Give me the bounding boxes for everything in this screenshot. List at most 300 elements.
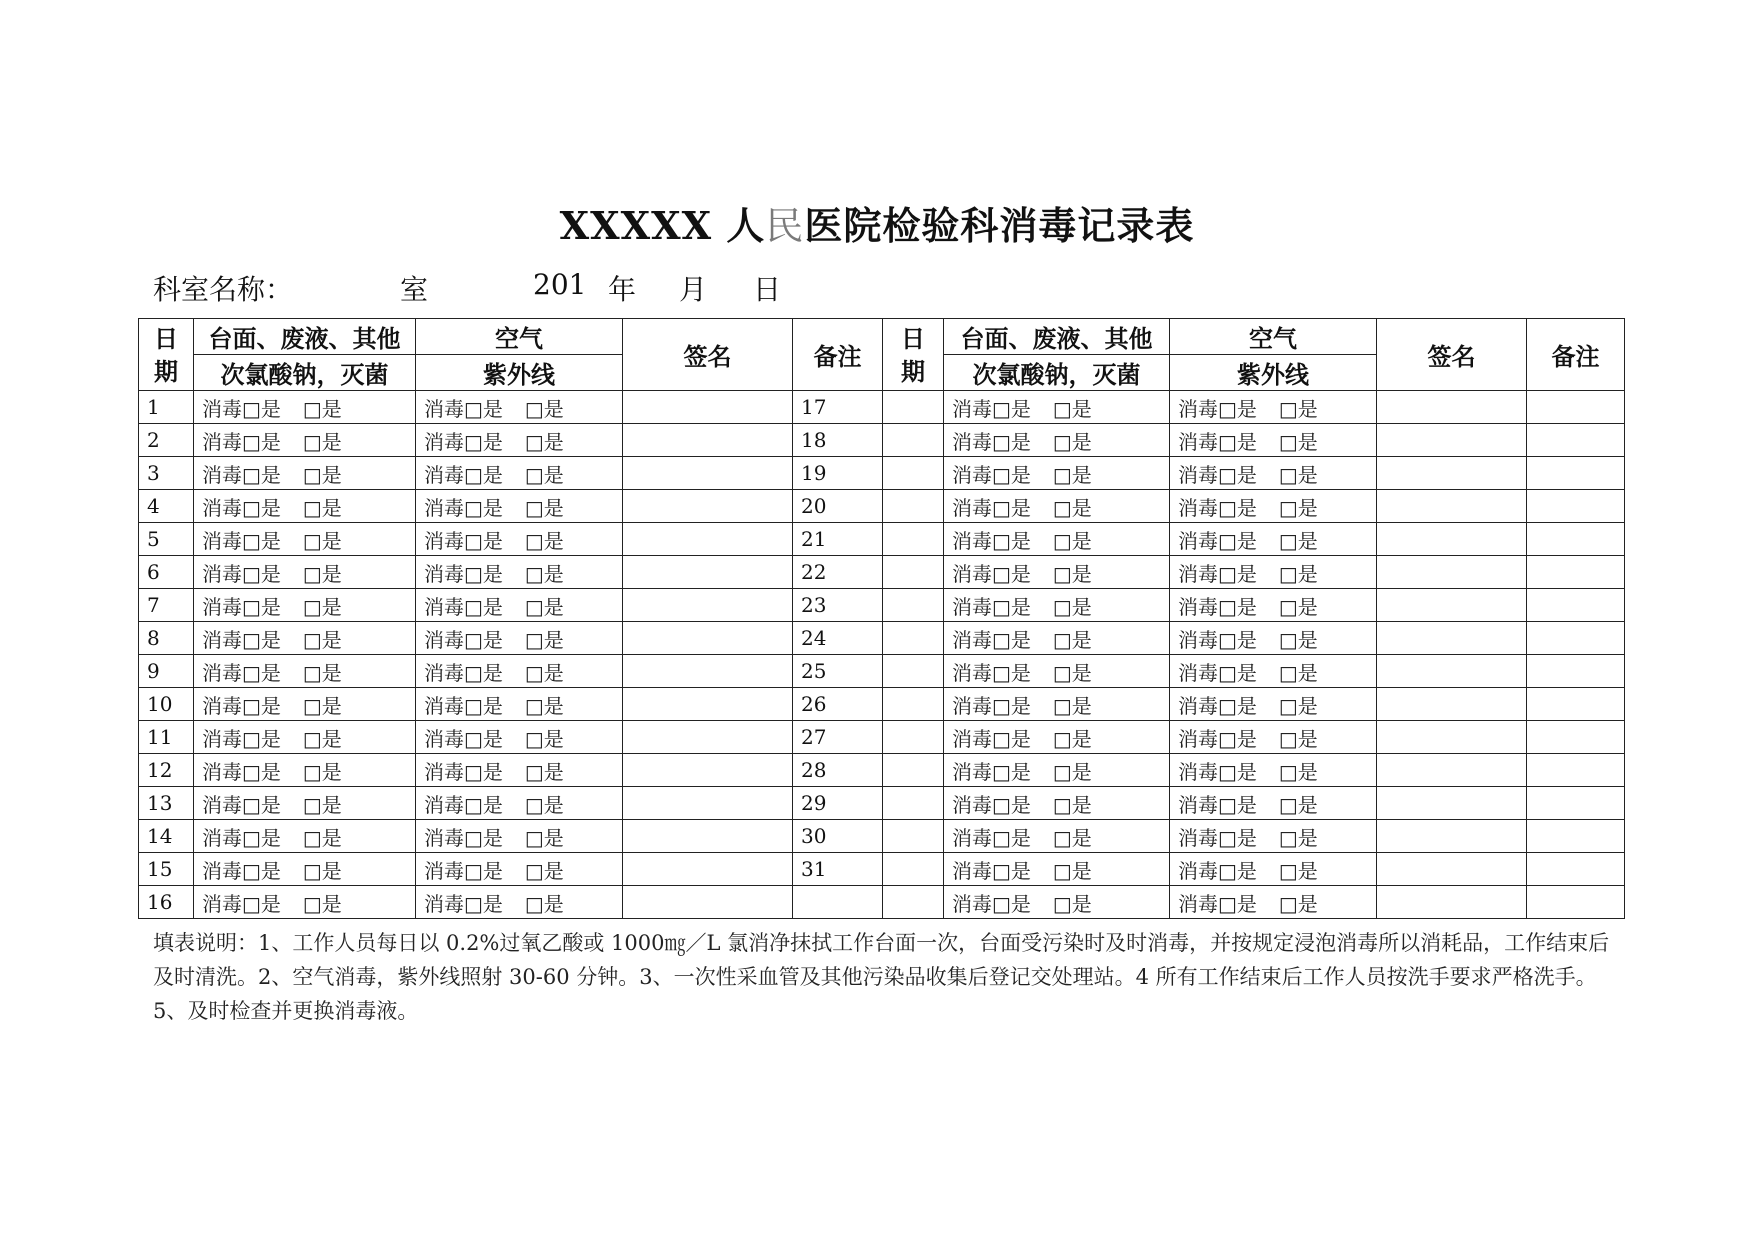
air-cell-left[interactable] bbox=[416, 754, 623, 787]
yes-checkbox[interactable]: □是 bbox=[302, 594, 342, 619]
note-cell-right[interactable] bbox=[1527, 589, 1625, 622]
day-number-right: 19 bbox=[793, 457, 883, 490]
surface-cell-left[interactable] bbox=[194, 622, 416, 655]
yes-checkbox[interactable]: □是 bbox=[1278, 396, 1318, 421]
note-cell-right[interactable] bbox=[1527, 721, 1625, 754]
yes-checkbox[interactable]: □是 bbox=[1052, 792, 1092, 817]
table-row bbox=[139, 688, 1625, 721]
note-cell-left[interactable] bbox=[883, 820, 944, 853]
air-cell-left[interactable] bbox=[416, 490, 623, 523]
yes-checkbox[interactable]: □是 bbox=[1278, 825, 1318, 850]
air-subheader-right: 紫外线 bbox=[1170, 355, 1377, 391]
yes-checkbox[interactable]: □是 bbox=[1278, 528, 1318, 553]
note-cell-left[interactable] bbox=[883, 853, 944, 886]
day-number-left: 2 bbox=[139, 424, 194, 457]
surface-cell-right[interactable] bbox=[944, 787, 1170, 820]
note-cell-right[interactable] bbox=[1527, 886, 1625, 919]
yes-checkbox[interactable]: □是 bbox=[302, 759, 342, 784]
yes-checkbox[interactable]: □是 bbox=[1278, 462, 1318, 487]
sign-cell-left[interactable] bbox=[623, 754, 793, 787]
disinfect-yes-checkbox[interactable]: 消毒□是 bbox=[1178, 825, 1257, 850]
yes-checkbox[interactable]: □是 bbox=[302, 627, 342, 652]
sign-cell-right[interactable] bbox=[1377, 787, 1527, 820]
surface-cell-left[interactable] bbox=[194, 457, 416, 490]
sign-cell-right[interactable] bbox=[1377, 754, 1527, 787]
air-cell-left[interactable] bbox=[416, 556, 623, 589]
note-cell-left[interactable] bbox=[883, 721, 944, 754]
air-cell-left[interactable] bbox=[416, 886, 623, 919]
yes-checkbox[interactable]: □是 bbox=[524, 792, 564, 817]
yes-checkbox[interactable]: □是 bbox=[1278, 792, 1318, 817]
note-cell-right[interactable] bbox=[1527, 424, 1625, 457]
air-cell-right[interactable] bbox=[1170, 688, 1377, 721]
disinfect-yes-checkbox[interactable]: 消毒□是 bbox=[202, 396, 281, 421]
disinfect-yes-checkbox[interactable]: 消毒□是 bbox=[424, 660, 503, 685]
disinfect-yes-checkbox[interactable]: 消毒□是 bbox=[202, 495, 281, 520]
surface-cell-left[interactable] bbox=[194, 391, 416, 424]
table-row bbox=[139, 556, 1625, 589]
yes-checkbox[interactable]: □是 bbox=[302, 825, 342, 850]
day-number-right: 27 bbox=[793, 721, 883, 754]
air-cell-right[interactable] bbox=[1170, 589, 1377, 622]
disinfect-yes-checkbox[interactable]: 消毒□是 bbox=[424, 693, 503, 718]
disinfect-yes-checkbox[interactable]: 消毒□是 bbox=[424, 594, 503, 619]
disinfect-yes-checkbox[interactable]: 消毒□是 bbox=[202, 627, 281, 652]
surface-cell-right[interactable] bbox=[944, 622, 1170, 655]
yes-checkbox[interactable]: □是 bbox=[1278, 594, 1318, 619]
sign-cell-right[interactable] bbox=[1377, 424, 1527, 457]
note-cell-right[interactable] bbox=[1527, 787, 1625, 820]
yes-checkbox[interactable]: □是 bbox=[1052, 627, 1092, 652]
sign-cell-left[interactable] bbox=[623, 787, 793, 820]
disinfect-yes-checkbox[interactable]: 消毒□是 bbox=[1178, 495, 1257, 520]
disinfect-yes-checkbox[interactable]: 消毒□是 bbox=[1178, 528, 1257, 553]
disinfect-yes-checkbox[interactable]: 消毒□是 bbox=[952, 693, 1031, 718]
surface-cell-right[interactable] bbox=[944, 556, 1170, 589]
disinfect-yes-checkbox[interactable]: 消毒□是 bbox=[424, 462, 503, 487]
air-cell-right[interactable] bbox=[1170, 556, 1377, 589]
note-header-left: 备注 bbox=[793, 319, 883, 391]
yes-checkbox[interactable]: □是 bbox=[524, 429, 564, 454]
disinfect-yes-checkbox[interactable]: 消毒□是 bbox=[952, 792, 1031, 817]
sign-cell-right[interactable] bbox=[1377, 853, 1527, 886]
air-cell-left[interactable] bbox=[416, 787, 623, 820]
air-cell-right[interactable] bbox=[1170, 754, 1377, 787]
note-cell-left[interactable] bbox=[883, 490, 944, 523]
disinfect-yes-checkbox[interactable]: 消毒□是 bbox=[424, 825, 503, 850]
disinfect-yes-checkbox[interactable]: 消毒□是 bbox=[1178, 726, 1257, 751]
day-number-right: 17 bbox=[793, 391, 883, 424]
disinfect-yes-checkbox[interactable]: 消毒□是 bbox=[202, 792, 281, 817]
day-number-right: 25 bbox=[793, 655, 883, 688]
disinfect-yes-checkbox[interactable]: 消毒□是 bbox=[202, 660, 281, 685]
yes-checkbox[interactable]: □是 bbox=[302, 495, 342, 520]
yes-checkbox[interactable]: □是 bbox=[524, 858, 564, 883]
note-cell-right[interactable] bbox=[1527, 523, 1625, 556]
disinfect-yes-checkbox[interactable]: 消毒□是 bbox=[952, 495, 1031, 520]
day-number-left: 3 bbox=[139, 457, 194, 490]
note-cell-right[interactable] bbox=[1527, 688, 1625, 721]
yes-checkbox[interactable]: □是 bbox=[302, 858, 342, 883]
disinfect-yes-checkbox[interactable]: 消毒□是 bbox=[202, 825, 281, 850]
table-row bbox=[139, 523, 1625, 556]
yes-checkbox[interactable]: □是 bbox=[1278, 627, 1318, 652]
yes-checkbox[interactable]: □是 bbox=[1052, 858, 1092, 883]
day-number-right: 29 bbox=[793, 787, 883, 820]
disinfect-yes-checkbox[interactable]: 消毒□是 bbox=[952, 891, 1031, 916]
yes-checkbox[interactable]: □是 bbox=[524, 726, 564, 751]
yes-checkbox[interactable]: □是 bbox=[1052, 561, 1092, 586]
day-number-left: 5 bbox=[139, 523, 194, 556]
day-number-right: 26 bbox=[793, 688, 883, 721]
date-header-right bbox=[883, 319, 944, 391]
note-cell-left[interactable] bbox=[883, 391, 944, 424]
air-cell-left[interactable] bbox=[416, 457, 623, 490]
disinfect-yes-checkbox[interactable]: 消毒□是 bbox=[1178, 462, 1257, 487]
sign-cell-left[interactable] bbox=[623, 523, 793, 556]
note-cell-left[interactable] bbox=[883, 754, 944, 787]
disinfect-yes-checkbox[interactable]: 消毒□是 bbox=[424, 495, 503, 520]
air-cell-left[interactable] bbox=[416, 589, 623, 622]
surface-cell-right[interactable] bbox=[944, 589, 1170, 622]
table-row bbox=[139, 457, 1625, 490]
sign-cell-left[interactable] bbox=[623, 886, 793, 919]
yes-checkbox[interactable]: □是 bbox=[524, 759, 564, 784]
table-row bbox=[139, 853, 1625, 886]
sign-cell-left[interactable] bbox=[623, 655, 793, 688]
note-cell-right[interactable] bbox=[1527, 622, 1625, 655]
yes-checkbox[interactable]: □是 bbox=[524, 594, 564, 619]
table-row bbox=[139, 886, 1625, 919]
disinfect-yes-checkbox[interactable]: 消毒□是 bbox=[424, 858, 503, 883]
disinfect-yes-checkbox[interactable]: 消毒□是 bbox=[1178, 429, 1257, 454]
yes-checkbox[interactable]: □是 bbox=[1278, 660, 1318, 685]
date-header-left bbox=[139, 319, 194, 391]
day-number-left: 14 bbox=[139, 820, 194, 853]
note-cell-left[interactable] bbox=[883, 622, 944, 655]
disinfect-yes-checkbox[interactable]: 消毒□是 bbox=[1178, 792, 1257, 817]
sign-cell-left[interactable] bbox=[623, 853, 793, 886]
disinfect-yes-checkbox[interactable]: 消毒□是 bbox=[952, 429, 1031, 454]
air-cell-left[interactable] bbox=[416, 820, 623, 853]
air-cell-right[interactable] bbox=[1170, 424, 1377, 457]
title-prefix: XXXXX 人 bbox=[559, 203, 766, 248]
disinfect-yes-checkbox[interactable]: 消毒□是 bbox=[952, 396, 1031, 421]
sign-cell-left[interactable] bbox=[623, 688, 793, 721]
table-row bbox=[139, 490, 1625, 523]
disinfect-yes-checkbox[interactable]: 消毒□是 bbox=[202, 891, 281, 916]
air-cell-left[interactable] bbox=[416, 424, 623, 457]
note-cell-left[interactable] bbox=[883, 589, 944, 622]
disinfect-yes-checkbox[interactable]: 消毒□是 bbox=[952, 726, 1031, 751]
surface-cell-right[interactable] bbox=[944, 523, 1170, 556]
yes-checkbox[interactable]: □是 bbox=[1052, 693, 1092, 718]
yes-checkbox[interactable]: □是 bbox=[302, 528, 342, 553]
yes-checkbox[interactable]: □是 bbox=[1278, 726, 1318, 751]
sign-cell-right[interactable] bbox=[1377, 589, 1527, 622]
yes-checkbox[interactable]: □是 bbox=[524, 528, 564, 553]
disinfect-yes-checkbox[interactable]: 消毒□是 bbox=[424, 528, 503, 553]
date-header-char-2: 期 bbox=[901, 356, 925, 386]
air-cell-right[interactable] bbox=[1170, 490, 1377, 523]
surface-cell-right[interactable] bbox=[944, 688, 1170, 721]
yes-checkbox[interactable]: □是 bbox=[1278, 693, 1318, 718]
note-cell-left[interactable] bbox=[883, 787, 944, 820]
note-cell-right[interactable] bbox=[1527, 853, 1625, 886]
disinfect-yes-checkbox[interactable]: 消毒□是 bbox=[1178, 627, 1257, 652]
air-cell-left[interactable] bbox=[416, 688, 623, 721]
yes-checkbox[interactable]: □是 bbox=[1052, 429, 1092, 454]
note-cell-right[interactable] bbox=[1527, 556, 1625, 589]
yes-checkbox[interactable]: □是 bbox=[302, 792, 342, 817]
surface-cell-left[interactable] bbox=[194, 424, 416, 457]
air-cell-left[interactable] bbox=[416, 853, 623, 886]
disinfect-yes-checkbox[interactable]: 消毒□是 bbox=[1178, 561, 1257, 586]
disinfect-yes-checkbox[interactable]: 消毒□是 bbox=[202, 462, 281, 487]
sign-cell-left[interactable] bbox=[623, 391, 793, 424]
surface-cell-left[interactable] bbox=[194, 556, 416, 589]
disinfect-yes-checkbox[interactable]: 消毒□是 bbox=[952, 660, 1031, 685]
sign-cell-right[interactable] bbox=[1377, 721, 1527, 754]
air-cell-left[interactable] bbox=[416, 655, 623, 688]
surface-cell-right[interactable] bbox=[944, 820, 1170, 853]
surface-cell-left[interactable] bbox=[194, 589, 416, 622]
page-title bbox=[0, 195, 1754, 250]
note-cell-left[interactable] bbox=[883, 886, 944, 919]
disinfect-yes-checkbox[interactable]: 消毒□是 bbox=[424, 792, 503, 817]
air-cell-left[interactable] bbox=[416, 391, 623, 424]
note-cell-left[interactable] bbox=[883, 556, 944, 589]
yes-checkbox[interactable]: □是 bbox=[1278, 561, 1318, 586]
surface-cell-right[interactable] bbox=[944, 853, 1170, 886]
disinfect-yes-checkbox[interactable]: 消毒□是 bbox=[424, 561, 503, 586]
yes-checkbox[interactable]: □是 bbox=[302, 462, 342, 487]
disinfect-yes-checkbox[interactable]: 消毒□是 bbox=[1178, 759, 1257, 784]
surface-cell-left[interactable] bbox=[194, 721, 416, 754]
surface-cell-right[interactable] bbox=[944, 457, 1170, 490]
note-cell-right[interactable] bbox=[1527, 490, 1625, 523]
disinfect-yes-checkbox[interactable]: 消毒□是 bbox=[1178, 660, 1257, 685]
disinfect-yes-checkbox[interactable]: 消毒□是 bbox=[202, 693, 281, 718]
room-label: 室 bbox=[400, 273, 429, 306]
yes-checkbox[interactable]: □是 bbox=[524, 825, 564, 850]
air-subheader-left: 紫外线 bbox=[416, 355, 623, 391]
yes-checkbox[interactable]: □是 bbox=[302, 693, 342, 718]
note-cell-right[interactable] bbox=[1527, 820, 1625, 853]
disinfect-yes-checkbox[interactable]: 消毒□是 bbox=[952, 858, 1031, 883]
yes-checkbox[interactable]: □是 bbox=[524, 693, 564, 718]
yes-checkbox[interactable]: □是 bbox=[1278, 495, 1318, 520]
yes-checkbox[interactable]: □是 bbox=[1052, 891, 1092, 916]
day-number-left: 8 bbox=[139, 622, 194, 655]
note-cell-left[interactable] bbox=[883, 688, 944, 721]
surface-cell-left[interactable] bbox=[194, 820, 416, 853]
disinfect-yes-checkbox[interactable]: 消毒□是 bbox=[952, 627, 1031, 652]
title-suffix: 医院检验科消毒记录表 bbox=[804, 203, 1195, 248]
yes-checkbox[interactable]: □是 bbox=[302, 429, 342, 454]
air-cell-right[interactable] bbox=[1170, 523, 1377, 556]
yes-checkbox[interactable]: □是 bbox=[302, 891, 342, 916]
disinfect-yes-checkbox[interactable]: 消毒□是 bbox=[424, 627, 503, 652]
surface-cell-right[interactable] bbox=[944, 490, 1170, 523]
yes-checkbox[interactable]: □是 bbox=[1052, 594, 1092, 619]
yes-checkbox[interactable]: □是 bbox=[1052, 759, 1092, 784]
disinfect-yes-checkbox[interactable]: 消毒□是 bbox=[202, 726, 281, 751]
surface-cell-left[interactable] bbox=[194, 853, 416, 886]
surface-cell-right[interactable] bbox=[944, 754, 1170, 787]
surface-cell-left[interactable] bbox=[194, 523, 416, 556]
sign-cell-right[interactable] bbox=[1377, 622, 1527, 655]
disinfect-yes-checkbox[interactable]: 消毒□是 bbox=[1178, 891, 1257, 916]
disinfect-yes-checkbox[interactable]: 消毒□是 bbox=[952, 528, 1031, 553]
sign-cell-left[interactable] bbox=[623, 589, 793, 622]
air-cell-left[interactable] bbox=[416, 721, 623, 754]
surface-cell-left[interactable] bbox=[194, 886, 416, 919]
air-cell-right[interactable] bbox=[1170, 655, 1377, 688]
yes-checkbox[interactable]: □是 bbox=[1278, 429, 1318, 454]
disinfect-yes-checkbox[interactable]: 消毒□是 bbox=[202, 858, 281, 883]
yes-checkbox[interactable]: □是 bbox=[524, 495, 564, 520]
day-number-left: 16 bbox=[139, 886, 194, 919]
yes-checkbox[interactable]: □是 bbox=[524, 561, 564, 586]
disinfect-yes-checkbox[interactable]: 消毒□是 bbox=[424, 726, 503, 751]
yes-checkbox[interactable]: □是 bbox=[524, 891, 564, 916]
yes-checkbox[interactable]: □是 bbox=[1278, 759, 1318, 784]
disinfect-yes-checkbox[interactable]: 消毒□是 bbox=[202, 759, 281, 784]
yes-checkbox[interactable]: □是 bbox=[302, 561, 342, 586]
disinfect-yes-checkbox[interactable]: 消毒□是 bbox=[202, 528, 281, 553]
sign-cell-right[interactable] bbox=[1377, 457, 1527, 490]
disinfect-yes-checkbox[interactable]: 消毒□是 bbox=[202, 429, 281, 454]
sign-cell-right[interactable] bbox=[1377, 556, 1527, 589]
yes-checkbox[interactable]: □是 bbox=[302, 396, 342, 421]
note-cell-left[interactable] bbox=[883, 523, 944, 556]
disinfect-yes-checkbox[interactable]: 消毒□是 bbox=[952, 462, 1031, 487]
disinfect-yes-checkbox[interactable]: 消毒□是 bbox=[424, 759, 503, 784]
sign-cell-right[interactable] bbox=[1377, 523, 1527, 556]
sign-cell-right[interactable] bbox=[1377, 886, 1527, 919]
day-number-left: 6 bbox=[139, 556, 194, 589]
yes-checkbox[interactable]: □是 bbox=[524, 462, 564, 487]
yes-checkbox[interactable]: □是 bbox=[1052, 726, 1092, 751]
air-cell-right[interactable] bbox=[1170, 391, 1377, 424]
air-header-right: 空气 bbox=[1170, 319, 1377, 355]
date-header-char-1: 日 bbox=[901, 323, 925, 353]
sign-cell-right[interactable] bbox=[1377, 490, 1527, 523]
note-cell-right[interactable] bbox=[1527, 754, 1625, 787]
date-header-char-1: 日 bbox=[154, 323, 178, 353]
sign-cell-left[interactable] bbox=[623, 820, 793, 853]
note-cell-left[interactable] bbox=[883, 457, 944, 490]
note-cell-right[interactable] bbox=[1527, 655, 1625, 688]
surface-cell-right[interactable] bbox=[944, 655, 1170, 688]
disinfect-yes-checkbox[interactable]: 消毒□是 bbox=[1178, 858, 1257, 883]
note-cell-right[interactable] bbox=[1527, 391, 1625, 424]
yes-checkbox[interactable]: □是 bbox=[1052, 396, 1092, 421]
note-cell-right[interactable] bbox=[1527, 457, 1625, 490]
sign-cell-left[interactable] bbox=[623, 424, 793, 457]
disinfect-yes-checkbox[interactable]: 消毒□是 bbox=[1178, 396, 1257, 421]
yes-checkbox[interactable]: □是 bbox=[524, 396, 564, 421]
yes-checkbox[interactable]: □是 bbox=[1278, 891, 1318, 916]
note-cell-left[interactable] bbox=[883, 424, 944, 457]
sign-cell-left[interactable] bbox=[623, 490, 793, 523]
table-row bbox=[139, 721, 1625, 754]
yes-checkbox[interactable]: □是 bbox=[524, 660, 564, 685]
disinfect-yes-checkbox[interactable]: 消毒□是 bbox=[202, 594, 281, 619]
sign-cell-right[interactable] bbox=[1377, 391, 1527, 424]
yes-checkbox[interactable]: □是 bbox=[1052, 495, 1092, 520]
surface-cell-right[interactable] bbox=[944, 721, 1170, 754]
yes-checkbox[interactable]: □是 bbox=[1052, 462, 1092, 487]
surface-cell-left[interactable] bbox=[194, 787, 416, 820]
yes-checkbox[interactable]: □是 bbox=[1052, 825, 1092, 850]
yes-checkbox[interactable]: □是 bbox=[302, 660, 342, 685]
disinfect-yes-checkbox[interactable]: 消毒□是 bbox=[952, 759, 1031, 784]
surface-cell-left[interactable] bbox=[194, 688, 416, 721]
day-number-right: 22 bbox=[793, 556, 883, 589]
note-cell-left[interactable] bbox=[883, 655, 944, 688]
yes-checkbox[interactable]: □是 bbox=[1052, 528, 1092, 553]
sign-header-left: 签名 bbox=[623, 319, 793, 391]
surface-cell-right[interactable] bbox=[944, 391, 1170, 424]
disinfect-yes-checkbox[interactable]: 消毒□是 bbox=[202, 561, 281, 586]
air-cell-right[interactable] bbox=[1170, 457, 1377, 490]
air-cell-left[interactable] bbox=[416, 622, 623, 655]
table-row bbox=[139, 622, 1625, 655]
surface-cell-left[interactable] bbox=[194, 490, 416, 523]
table-row bbox=[139, 655, 1625, 688]
fill-instructions: 填表说明：1、工作人员每日以 0.2%过氧乙酸或 1000㎎／L 氯消净抹拭工作台面一次，台面受污染时及时消毒，并按规定浸泡消毒所以消耗品，工作结束后及时清洗。2、空气消毒，紫外线照射 30-60 分钟。3、一次性采血管及其他污染品收集后登记交处理站。4 所有工作结束后工作人员按洗手要求严格洗手。5、及时检查并更换消毒液。 bbox=[153, 931, 1610, 1023]
surface-cell-right[interactable] bbox=[944, 424, 1170, 457]
sign-cell-left[interactable] bbox=[623, 556, 793, 589]
yes-checkbox[interactable]: □是 bbox=[1052, 660, 1092, 685]
table-row bbox=[139, 820, 1625, 853]
air-cell-right[interactable] bbox=[1170, 787, 1377, 820]
air-cell-right[interactable] bbox=[1170, 721, 1377, 754]
sign-cell-right[interactable] bbox=[1377, 820, 1527, 853]
sign-cell-right[interactable] bbox=[1377, 655, 1527, 688]
disinfect-yes-checkbox[interactable]: 消毒□是 bbox=[952, 825, 1031, 850]
day-number-right: 21 bbox=[793, 523, 883, 556]
disinfect-yes-checkbox[interactable]: 消毒□是 bbox=[1178, 594, 1257, 619]
yes-checkbox[interactable]: □是 bbox=[1278, 858, 1318, 883]
sign-cell-left[interactable] bbox=[623, 457, 793, 490]
disinfect-yes-checkbox[interactable]: 消毒□是 bbox=[952, 561, 1031, 586]
surface-subheader-left: 次氯酸钠，灭菌 bbox=[194, 355, 416, 391]
day-number-left: 10 bbox=[139, 688, 194, 721]
air-cell-right[interactable] bbox=[1170, 820, 1377, 853]
surface-cell-left[interactable] bbox=[194, 655, 416, 688]
year-label: 年 bbox=[608, 273, 637, 306]
disinfect-yes-checkbox[interactable]: 消毒□是 bbox=[424, 396, 503, 421]
disinfect-yes-checkbox[interactable]: 消毒□是 bbox=[424, 429, 503, 454]
disinfect-yes-checkbox[interactable]: 消毒□是 bbox=[1178, 693, 1257, 718]
disinfect-yes-checkbox[interactable]: 消毒□是 bbox=[424, 891, 503, 916]
air-cell-left[interactable] bbox=[416, 523, 623, 556]
yes-checkbox[interactable]: □是 bbox=[524, 627, 564, 652]
air-cell-right[interactable] bbox=[1170, 853, 1377, 886]
air-cell-right[interactable] bbox=[1170, 622, 1377, 655]
disinfect-yes-checkbox[interactable]: 消毒□是 bbox=[952, 594, 1031, 619]
surface-cell-left[interactable] bbox=[194, 754, 416, 787]
yes-checkbox[interactable]: □是 bbox=[302, 726, 342, 751]
surface-cell-right[interactable] bbox=[944, 886, 1170, 919]
sign-cell-left[interactable] bbox=[623, 721, 793, 754]
air-cell-right[interactable] bbox=[1170, 886, 1377, 919]
sign-cell-right[interactable] bbox=[1377, 688, 1527, 721]
sign-cell-left[interactable] bbox=[623, 622, 793, 655]
